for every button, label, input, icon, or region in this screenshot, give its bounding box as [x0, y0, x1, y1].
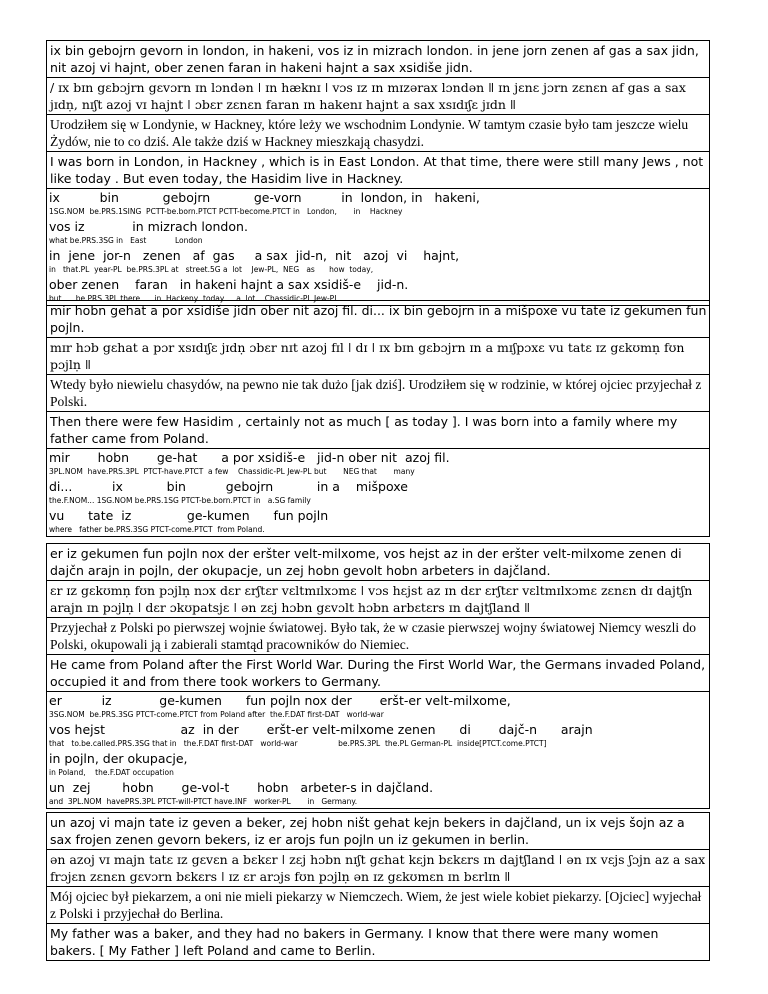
gloss-morph-line: and 3PL.NOM havePRS.3PL PTCT-will-PTCT have.INF worker-PL in Germany.: [49, 797, 358, 806]
entry-block-3: [46, 543, 710, 809]
ipa-line: ɛr ɪz gɛkʊmṇ fʊn pɔjlṇ nɔx dɛr ɛrʃtɛr vɛltmɪlxɔmɛ ǀ vɔs hɛjst az ɪn dɛr ɛrʃtɛr vɛltmɪlxɔmɛ zɛnɛn dɪ dajtʃn arajn ɪn pɔjlṇ ǀ dɛr ɔkʊpatsjɛ ǀ ən zɛj hɔbn gɛvɔlt hɔbn arbɛtɛrs ɪn dajtʃland ǁ: [47, 581, 709, 618]
gloss-morph-line: 3SG.NOM be.PRS.3SG PTCT-come.PTCT from Poland after the.F.DAT first-DAT world-war: [49, 710, 384, 719]
gloss-morph-line: but be.PRS.3PL there in Hackeny today a lot Chassidic-PL Jew-PL: [49, 294, 339, 303]
gloss-morph-line: 1SG.NOM be.PRS.1SING PCTT-be.born.PTCT PCTT-become.PTCT in London, in Hackney: [49, 207, 403, 216]
gloss-word-line: mir hobn ge-hat a por xsidiš-e jid-n ober nit azoj fil.: [49, 450, 450, 465]
gloss-morph-line: in that.PL year-PL be.PRS.3PL at street.5G a lot Jew-PL, NEG as how today,: [49, 265, 374, 274]
gloss-morph-line: the.F.NOM... 1SG.NOM be.PRS.1SG PTCT-be.born.PTCT in a.SG family: [49, 496, 311, 505]
english-line: I was born in London, in Hackney , which is in East London. At that time, there were still many Jews , not like today . But even today, the Hasidim live in Hackney.: [47, 152, 709, 189]
interlinear-gloss: [47, 189, 709, 305]
polish-line: Wtedy było niewielu chasydów, na pewno nie tak dużo [jak dziś]. Urodziłem się w rodzinie, w której ojciec przyjechał z Polski.: [47, 375, 709, 412]
source-line: un azoj vi majn tate iz geven a beker, zej hobn ništ gehat kejn bekers in dajčland, un ix vejs šojn az a sax frojen zenen gevorn bekers, iz er arojs fun pojln un iz gekumen in berlin.: [47, 813, 709, 850]
interlinear-gloss: [47, 692, 709, 808]
entry-block-2: [46, 300, 710, 537]
gloss-morph-line: what be.PRS.3SG in East London: [49, 236, 203, 245]
source-line: mir hobn gehat a por xsidiše jidn ober nit azoj fil. di... ix bin gebojrn in a mišpoxe vu tate iz gekumen fun pojln.: [47, 301, 709, 338]
entry-block-4: [46, 812, 710, 961]
gloss-word-line: vu tate iz ge-kumen fun pojln: [49, 508, 329, 523]
entry-block-1: [46, 40, 710, 306]
source-line: er iz gekumen fun pojln nox der eršter velt-milxome, vos hejst az in der eršter velt-milxome zenen di dajčn arajn in pojln, der okupacje, un zej hobn gevolt hobn arbeters in dajčland.: [47, 544, 709, 581]
english-line: Then there were few Hasidim , certainly not as much [ as today ]. I was born into a family where my father came from Poland.: [47, 412, 709, 449]
gloss-morph-line: in Poland, the.F.DAT occupation: [49, 768, 174, 777]
gloss-word-line: in jene jor-n zenen af gas a sax jid-n, nit azoj vi hajnt,: [49, 248, 460, 263]
polish-line: Urodziłem się w Londynie, w Hackney, które leży we wschodnim Londynie. W tamtym czasie było tam jeszcze wielu Żydów, nie to co dziś. Ale także dziś w Hackney mieszkają chasydzi.: [47, 115, 709, 152]
gloss-word-line: vos iz in mizrach london.: [49, 219, 248, 234]
gloss-word-line: vos hejst az in der eršt-er velt-milxome zenen di dajč-n arajn: [49, 722, 593, 737]
gloss-word-line: er iz ge-kumen fun pojln nox der eršt-er velt-milxome,: [49, 693, 511, 708]
gloss-word-line: di... ix bin gebojrn in a mišpoxe: [49, 479, 408, 494]
interlinear-gloss: [47, 449, 709, 536]
polish-line: Mój ojciec był piekarzem, a oni nie mieli piekarzy w Niemczech. Wiem, że jest wiele kobiet piekarzy. [Ojciec] wyjechał z Polski i przyjechał do Berlina.: [47, 887, 709, 924]
gloss-morph-line: that to.be.called.PRS.3SG that in the.F.DAT first-DAT world-war be.PRS.3PL the.PL German-PL inside[PTCT.come.PTCT]: [49, 739, 547, 748]
gloss-morph-line: 3PL.NOM have.PRS.3PL PTCT-have.PTCT a few Chassidic-PL Jew-PL but NEG that many: [49, 467, 415, 476]
source-line: ix bin gebojrn gevorn in london, in hakeni, vos iz in mizrach london. in jene jorn zenen af gas a sax jidn, nit azoj vi hajnt, ober zenen faran in hakeni hajnt a sax xsidiše jidn.: [47, 41, 709, 78]
ipa-line: ən azoj vɪ majn tatɛ ɪz gɛvɛn a bɛkɛr ǀ zɛj hɔbn nɪʃt gɛhat kɛjn bɛkɛrs ɪn dajtʃland ǀ ən ɪx vɛjs ʃɔjn az a sax frɔjɛn zɛnɛn gɛvɔrn bɛkɛrs ǀ ɪz ɛr arɔjs fʊn pɔjlṇ ən ɪz gɛkʊmɛn ɪn bɛrlɪn ǁ: [47, 850, 709, 887]
english-line: My father was a baker, and they had no bakers in Germany. I know that there were many women bakers. [ My Father ] left Poland and came to Berlin.: [50, 926, 659, 958]
gloss-word-line: ix bin gebojrn ge-vorn in london, in hakeni,: [49, 190, 480, 205]
ipa-line: / ɪx bɪn gɛbɔjrn gɛvɔrn ɪn lɔndən ǀ ɪn hæknɪ ǀ vɔs ɪz ɪn mɪzərax lɔndən ǁ ɪn jɛnɛ jɔrn zɛnɛn af gas a sax jɪdṇ, nɪʃt azoj vɪ hajnt ǀ ɔbɛr zɛnɛn faran ɪn hakenɪ hajnt a sax xsɪdɪʃɛ jɪdn ǁ: [47, 78, 709, 115]
polish-line: Przyjechał z Polski po pierwszej wojnie światowej. Było tak, że w czasie pierwszej wojny światowej Niemcy weszli do Polski, okupowali ją i zabierali stamtąd pracowników do Niemiec.: [47, 618, 709, 655]
english-line: He came from Poland after the First World War. During the First World War, the Germans invaded Poland, occupied it and from there took workers to Germany.: [47, 655, 709, 692]
gloss-word-line: ober zenen faran in hakeni hajnt a sax xsidiš-e jid-n.: [49, 277, 409, 292]
gloss-word-line: un zej hobn ge-vol-t hobn arbeter-s in dajčland.: [49, 780, 434, 795]
gloss-morph-line: where father be.PRS.3SG PTCT-come.PTCT from Poland.: [49, 525, 265, 534]
gloss-word-line: in pojln, der okupacje,: [49, 751, 188, 766]
ipa-line: mɪr hɔb gɛhat a pɔr xsɪdɪʃɛ jɪdṇ ɔbɛr nɪt azoj fɪl ǀ dɪ ǀ ɪx bɪn gɛbɔjrn ɪn a mɪʃpɔxɛ vu tatɛ ɪz gɛkʊmṇ fʊn pɔjlṇ ǁ: [47, 338, 709, 375]
